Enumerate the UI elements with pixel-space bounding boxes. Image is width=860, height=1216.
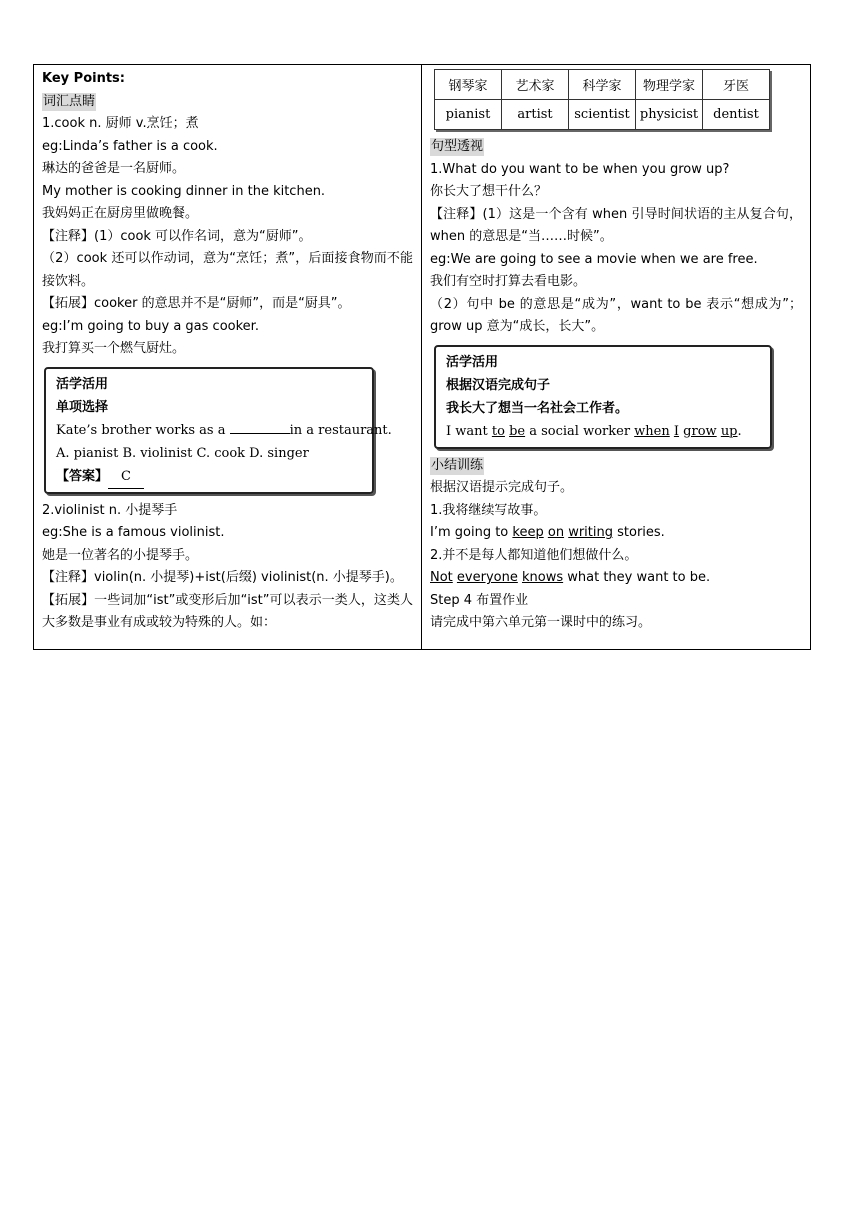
text-line: 【注释】(1）cook 可以作名词，意为“厨师”。: [42, 228, 312, 244]
box-title: 活学活用: [56, 376, 109, 392]
answer-sentence-1: [430, 522, 802, 545]
text-line: 2.violinist n. 小提琴手: [42, 502, 178, 518]
text-line: 1.What do you want to be when you grow up?: [430, 161, 730, 177]
vocab-cn: 科学家: [569, 70, 636, 100]
answer-word: everyone: [456, 570, 518, 585]
text-line: （2）cook 还可以作动词，意为“烹饪；煮”，后面接食物而不能接饮料。: [42, 251, 413, 289]
vocab-cn: 物理学家: [636, 70, 703, 100]
vocab-cn: 钢琴家: [435, 70, 502, 100]
answer-label: 【答案】: [56, 468, 109, 484]
text-line: 1.我将继续写故事。: [430, 502, 547, 518]
answer-value: C: [108, 465, 144, 489]
text-line: （2）句中 be 的意思是“成为”，want to be 表示“想成为”；grow up 意为“成长，长大”。: [430, 296, 802, 334]
box-chinese-sentence: 我长大了想当一名社会工作者。: [446, 400, 629, 416]
exercise-box-choice: [44, 367, 392, 494]
answer-sentence-2: [430, 567, 802, 590]
sentence-part: .: [737, 423, 742, 439]
answer-word: to: [491, 423, 505, 439]
answer-word: grow: [683, 423, 717, 439]
vocab-heading: 词汇点睛: [43, 93, 96, 109]
sentence-part: a social worker: [525, 423, 635, 439]
text-line: 请完成中第六单元第一课时中的练习。: [430, 615, 652, 630]
question-text-start: Kate’s brother works as a: [56, 422, 230, 438]
question-text-end: in a restaurant.: [289, 422, 392, 438]
text-line: 她是一位著名的小提琴手。: [42, 547, 199, 563]
text-line: 你长大了想干什么？: [430, 184, 548, 199]
answer-word: up: [720, 423, 738, 439]
text-line: 我打算买一个燃气厨灶。: [42, 341, 186, 356]
vocab-cn: 牙医: [703, 70, 770, 100]
options-line: A. pianist B. violinist C. cook D. singer: [56, 445, 309, 461]
text-line: My mother is cooking dinner in the kitchen.: [42, 183, 326, 199]
box-subtitle: 单项选择: [56, 399, 109, 415]
answer-blank: [230, 420, 290, 434]
box-answer-sentence: [446, 420, 760, 443]
sentence-part: what they want to be.: [563, 570, 711, 585]
text-line: 【拓展】cooker 的意思并不是“厨师”，而是“厨具”。: [42, 296, 351, 311]
text-line: 1.cook n. 厨师 v.烹饪；煮: [42, 116, 199, 131]
text-line: 我们有空时打算去看电影。: [430, 274, 587, 289]
lesson-table: [33, 64, 811, 650]
text-line: Step 4 布置作业: [430, 592, 529, 608]
vocab-en: artist: [502, 100, 569, 130]
key-points-heading: Key Points:: [42, 71, 125, 86]
answer-word: Not: [430, 570, 453, 585]
text-line: eg:We are going to see a movie when we are free.: [430, 251, 758, 267]
vocab-table: [434, 69, 770, 130]
answer-word: I: [673, 423, 680, 439]
box-instruction: 根据汉语完成句子: [446, 377, 551, 393]
text-line: 琳达的爸爸是一名厨师。: [42, 161, 186, 176]
text-line: eg:She is a famous violinist.: [42, 525, 225, 540]
vocab-en: physicist: [636, 100, 703, 130]
text-line: 【注释】(1）这是一个含有 when 引导时间状语的主从复合句，when 的意思是“当……时候”。: [430, 206, 802, 244]
text-line: eg:I’m going to buy a gas cooker.: [42, 318, 259, 334]
text-line: eg:Linda’s father is a cook.: [42, 138, 218, 154]
sentence-part: I want: [446, 423, 492, 439]
text-line: 【注释】violin(n. 小提琴)+ist(后缀) violinist(n. 小提琴手)。: [42, 570, 403, 585]
vocab-en: dentist: [703, 100, 770, 130]
answer-word: knows: [521, 570, 564, 585]
summary-heading: 小结训练: [431, 457, 484, 473]
answer-word: be: [509, 423, 526, 439]
exercise-box-translate: [434, 345, 772, 449]
box-title: 活学活用: [446, 354, 499, 370]
answer-word: writing: [568, 525, 613, 540]
right-column: [422, 65, 810, 649]
text-line: 根据汉语提示完成句子。: [430, 480, 574, 495]
vocab-en: pianist: [435, 100, 502, 130]
pattern-heading: 句型透视: [431, 139, 484, 154]
sentence-part: stories.: [613, 525, 665, 540]
sentence-part: I’m going to: [430, 525, 513, 540]
answer-word: keep: [512, 525, 544, 540]
vocab-cn: 艺术家: [502, 70, 569, 100]
answer-word: on: [547, 525, 565, 540]
text-line: 我妈妈正在厨房里做晚餐。: [42, 206, 199, 221]
text-line: 【拓展】一些词加“ist”或变形后加“ist”可以表示一类人，这类人大多数是事业有成或较为特殊的人。如：: [42, 592, 413, 630]
vocab-en: scientist: [569, 100, 636, 130]
question-line: [56, 419, 392, 442]
text-line: 2.并不是每人都知道他们想做什么。: [430, 547, 638, 563]
answer-line: [56, 465, 362, 488]
left-column: [34, 65, 422, 649]
answer-word: when: [634, 423, 670, 439]
